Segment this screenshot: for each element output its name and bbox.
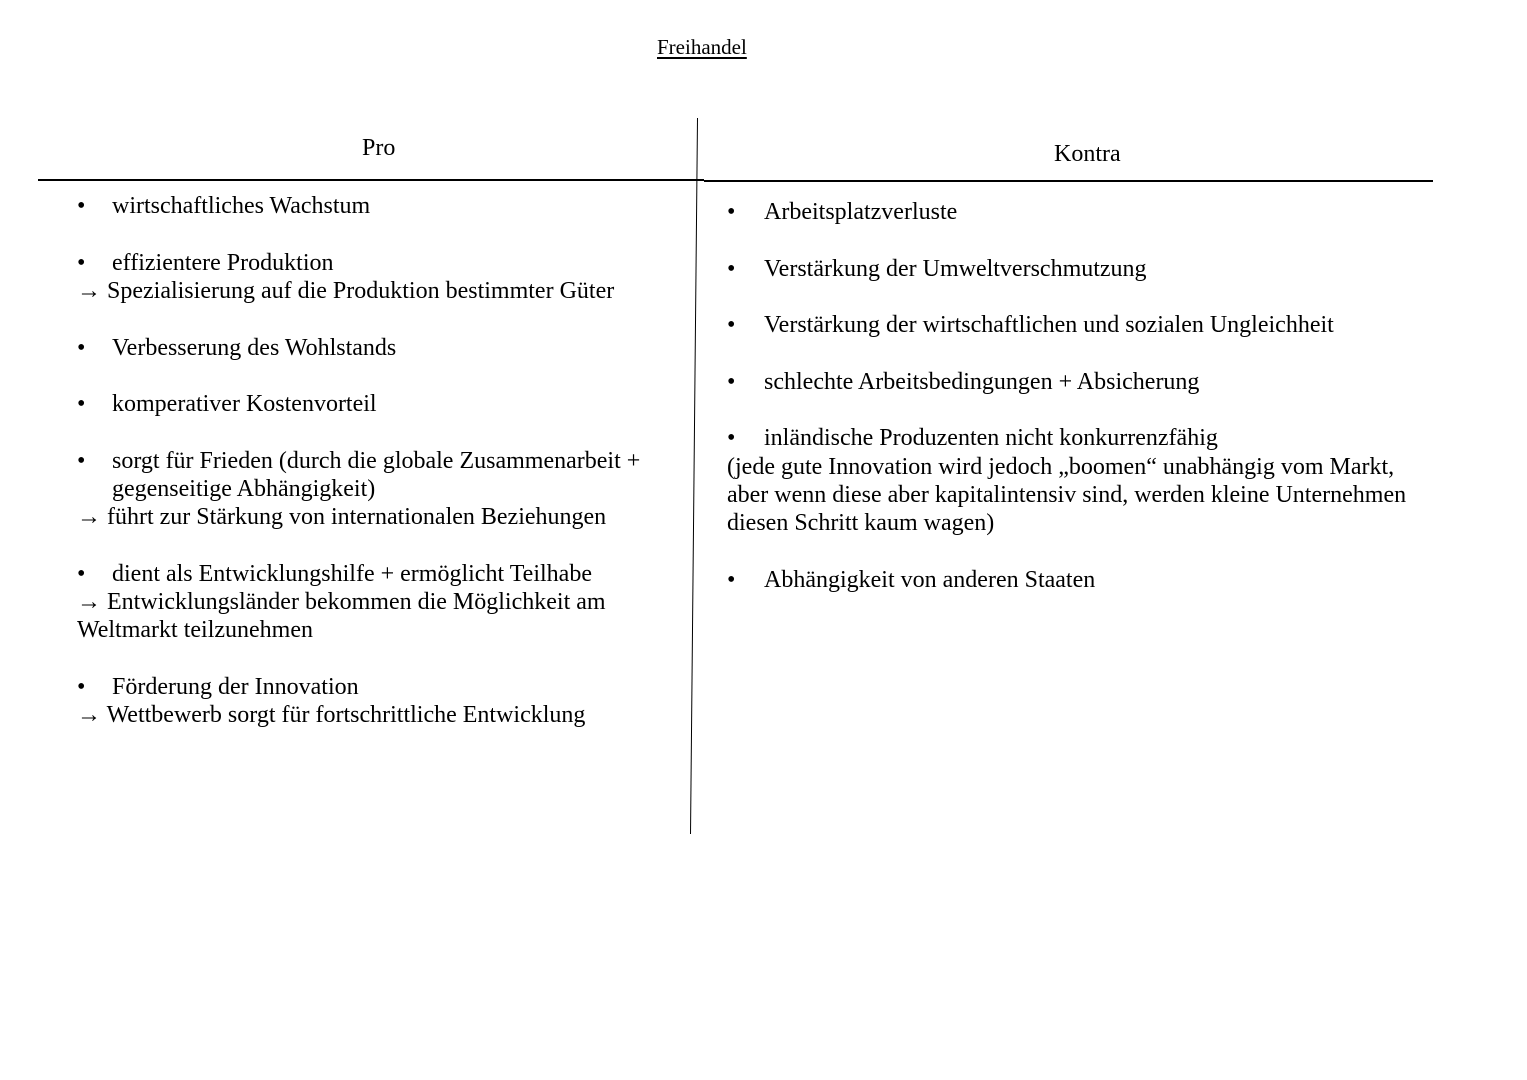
kontra-bullet: inländische Produzenten nicht konkurrenzfähig [764, 425, 1218, 451]
bullet-icon: • [727, 199, 736, 225]
pro-bullet: Förderung der Innovation [112, 674, 359, 700]
bullet-icon: • [727, 369, 736, 395]
pro-note: → führt zur Stärkung von internationalen Beziehungen [77, 504, 607, 530]
kontra-bullet: Verstärkung der Umweltverschmutzung [764, 256, 1147, 282]
pro-bullet: dient als Entwicklungshilfe + ermöglicht Teilhabe [112, 561, 592, 587]
pro-note-continuation: Weltmarkt teilzunehmen [77, 617, 313, 643]
kontra-note: diesen Schritt kaum wagen) [727, 510, 995, 536]
kontra-heading: Kontra [1054, 141, 1121, 167]
pro-bullet: sorgt für Frieden (durch die globale Zusammenarbeit + [112, 448, 641, 474]
bullet-icon: • [77, 335, 86, 361]
pro-bullet-continuation: gegenseitige Abhängigkeit) [112, 476, 376, 502]
bullet-icon: • [77, 674, 86, 700]
pro-bullet: komperativer Kostenvorteil [112, 391, 377, 417]
bullet-icon: • [77, 448, 86, 474]
bullet-icon: • [77, 391, 86, 417]
bullet-icon: • [77, 193, 86, 219]
kontra-note: aber wenn diese aber kapitalintensiv sind, werden kleine Unternehmen [727, 482, 1407, 508]
kontra-bullet: schlechte Arbeitsbedingungen + Absicherung [764, 369, 1200, 395]
kontra-bullet: Arbeitsplatzverluste [764, 199, 958, 225]
bullet-icon: • [727, 256, 736, 282]
kontra-bullet: Verstärkung der wirtschaftlichen und sozialen Ungleichheit [764, 312, 1334, 338]
pro-bullet: Verbesserung des Wohlstands [112, 335, 397, 361]
pro-note: → Entwicklungsländer bekommen die Möglichkeit am [77, 589, 606, 615]
bullet-icon: • [727, 425, 736, 451]
pro-bullet: effizientere Produktion [112, 250, 334, 276]
pro-note: → Wettbewerb sorgt für fortschrittliche Entwicklung [77, 702, 586, 728]
pro-heading: Pro [362, 135, 396, 161]
pro-bullet: wirtschaftliches Wachstum [112, 193, 371, 219]
bullet-icon: • [77, 561, 86, 587]
page-title: Freihandel [657, 35, 747, 59]
bullet-icon: • [727, 312, 736, 338]
pro-note: → Spezialisierung auf die Produktion bestimmter Güter [77, 278, 615, 304]
header-rule-right [704, 180, 1433, 182]
bullet-icon: • [77, 250, 86, 276]
column-divider [690, 118, 699, 834]
kontra-note: (jede gute Innovation wird jedoch „boomen“ unabhängig vom Markt, [727, 454, 1395, 480]
header-rule-left [38, 179, 704, 181]
bullet-icon: • [727, 567, 736, 593]
kontra-bullet: Abhängigkeit von anderen Staaten [764, 567, 1096, 593]
